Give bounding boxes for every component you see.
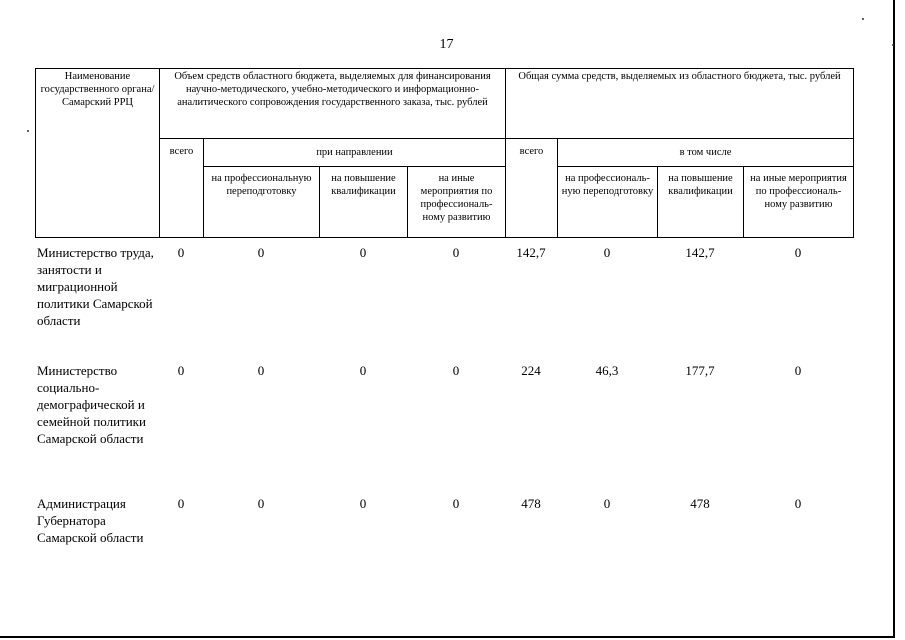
header-all-left: всего xyxy=(160,139,204,238)
cell-value: 0 xyxy=(452,496,460,511)
cell-value: 0 xyxy=(257,496,265,511)
header-qualification-left: на повышение квалификации xyxy=(320,167,408,238)
cell-value: 478 xyxy=(521,496,541,511)
cell-value: 0 xyxy=(359,245,367,260)
cell-value: 142,7 xyxy=(516,245,546,260)
cell-value: 0 xyxy=(603,245,611,260)
cell-value: 46,3 xyxy=(595,363,619,378)
header-total-group: Общая сумма средств, выделяемых из областного бюджета, тыс. рублей xyxy=(506,69,854,139)
header-qualification-right: на повышение квалификации xyxy=(658,167,744,238)
cell-value: 0 xyxy=(177,363,185,378)
header-name-col: Наименование государственного органа/Самарский РРЦ xyxy=(36,69,160,238)
header-regional-group: Объем средств областного бюджета, выделяемых для финансирования научно-методического, учебно-методического и информационно-аналитического сопровождения государственного заказа, тыс. рублей xyxy=(160,69,506,139)
table-header xyxy=(35,68,854,238)
scan-speck xyxy=(862,18,864,20)
cell-value: 0 xyxy=(452,363,460,378)
cell-value: 142,7 xyxy=(685,245,715,260)
table-row xyxy=(35,358,853,491)
cell-value: 0 xyxy=(177,496,185,511)
cell-value: 224 xyxy=(521,363,541,378)
header-all-right: всего xyxy=(506,139,558,238)
header-other-right: на иные мероприятия по профессиональ-ному развитию xyxy=(744,167,854,238)
cell-value: 0 xyxy=(452,245,460,260)
cell-value: 0 xyxy=(257,363,265,378)
table-row xyxy=(35,240,853,358)
cell-value: 0 xyxy=(177,245,185,260)
header-retraining-left: на профессиональную переподготовку xyxy=(204,167,320,238)
cell-value: 0 xyxy=(794,245,802,260)
cell-value: 0 xyxy=(257,245,265,260)
row-org-name: Министерство труда, занятости и миграционной политики Самарской области xyxy=(37,245,154,328)
header-retraining-right: на профессиональ-ную переподготовку xyxy=(558,167,658,238)
row-org-name: Министерство социально-демографической и семейной политики Самарской области xyxy=(37,363,146,446)
cell-value: 0 xyxy=(794,496,802,511)
header-including: в том числе xyxy=(558,139,854,167)
row-org-name: Администрация Губернатора Самарской области xyxy=(37,496,144,545)
cell-value: 0 xyxy=(359,363,367,378)
table-row xyxy=(35,491,853,571)
cell-value: 0 xyxy=(359,496,367,511)
header-other-left: на иные мероприятия по профессиональ-ному развитию xyxy=(408,167,506,238)
page-number: 17 xyxy=(439,37,454,52)
header-by-direction: при направлении xyxy=(204,139,506,167)
cell-value: 0 xyxy=(794,363,802,378)
scan-speck xyxy=(27,130,29,132)
cell-value: 478 xyxy=(690,496,710,511)
cell-value: 177,7 xyxy=(685,363,715,378)
cell-value: 0 xyxy=(603,496,611,511)
table-body xyxy=(35,240,853,571)
